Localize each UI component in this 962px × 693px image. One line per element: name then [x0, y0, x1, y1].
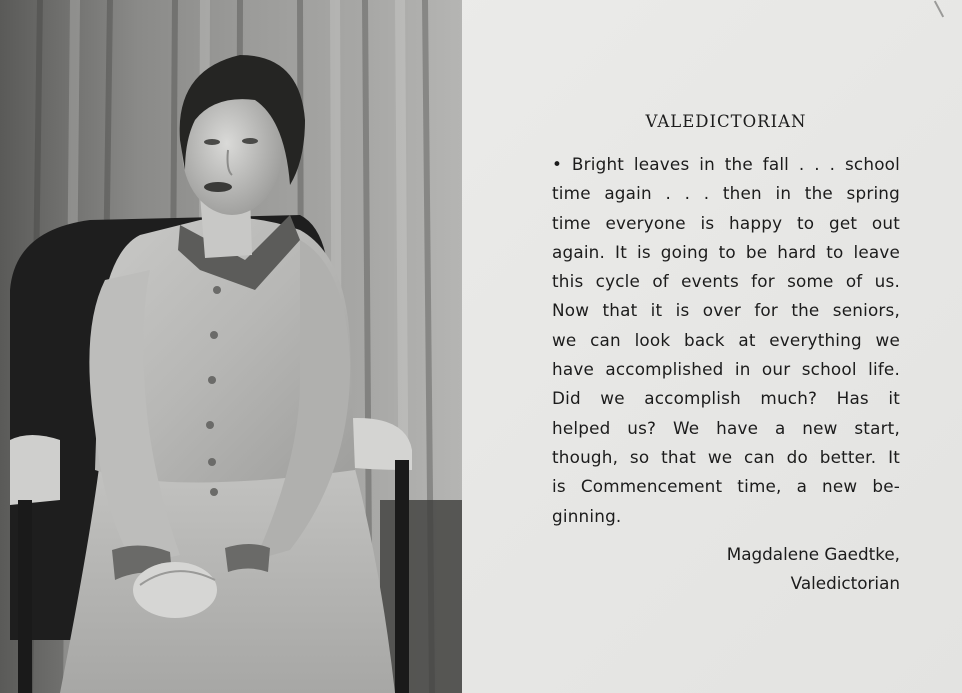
message-line: Did we accomplish much? Has it — [552, 388, 900, 409]
right-cuff — [225, 544, 270, 572]
message-line: time again . . . then in the spring — [552, 183, 900, 204]
signature-name: Magdalene Gaedtke, — [726, 544, 900, 564]
portrait-photo — [0, 0, 462, 693]
message-line: is Commencement time, a new be- — [552, 476, 900, 497]
message-line: time everyone is happy to get out — [552, 212, 900, 233]
lips — [204, 182, 232, 192]
message-line: Now that it is over for the seniors, — [552, 300, 900, 321]
valedictory-message — [552, 150, 900, 531]
message-line: have accomplished in our school life. — [552, 359, 900, 380]
message-line: • Bright leaves in the fall . . . school — [552, 154, 900, 174]
message-line: again. It is going to be hard to leave — [552, 241, 900, 262]
message-line: ginning. — [552, 505, 622, 526]
portrait-illustration — [0, 0, 462, 693]
message-line: this cycle of events for some of us. — [552, 271, 900, 292]
chair-arm-left — [10, 435, 60, 505]
paper-scratch — [934, 1, 944, 18]
message-line: helped us? We have a new start, — [552, 417, 900, 438]
chair-leg-left — [18, 500, 32, 693]
chair-leg-right — [395, 460, 409, 693]
signature-block — [727, 540, 900, 599]
message-line: we can look back at everything we — [552, 329, 900, 350]
floor — [380, 500, 462, 693]
page-title: VALEDICTORIAN — [645, 112, 807, 131]
signature-title: Valedictorian — [790, 573, 900, 594]
message-line: though, so that we can do better. It — [552, 446, 900, 467]
